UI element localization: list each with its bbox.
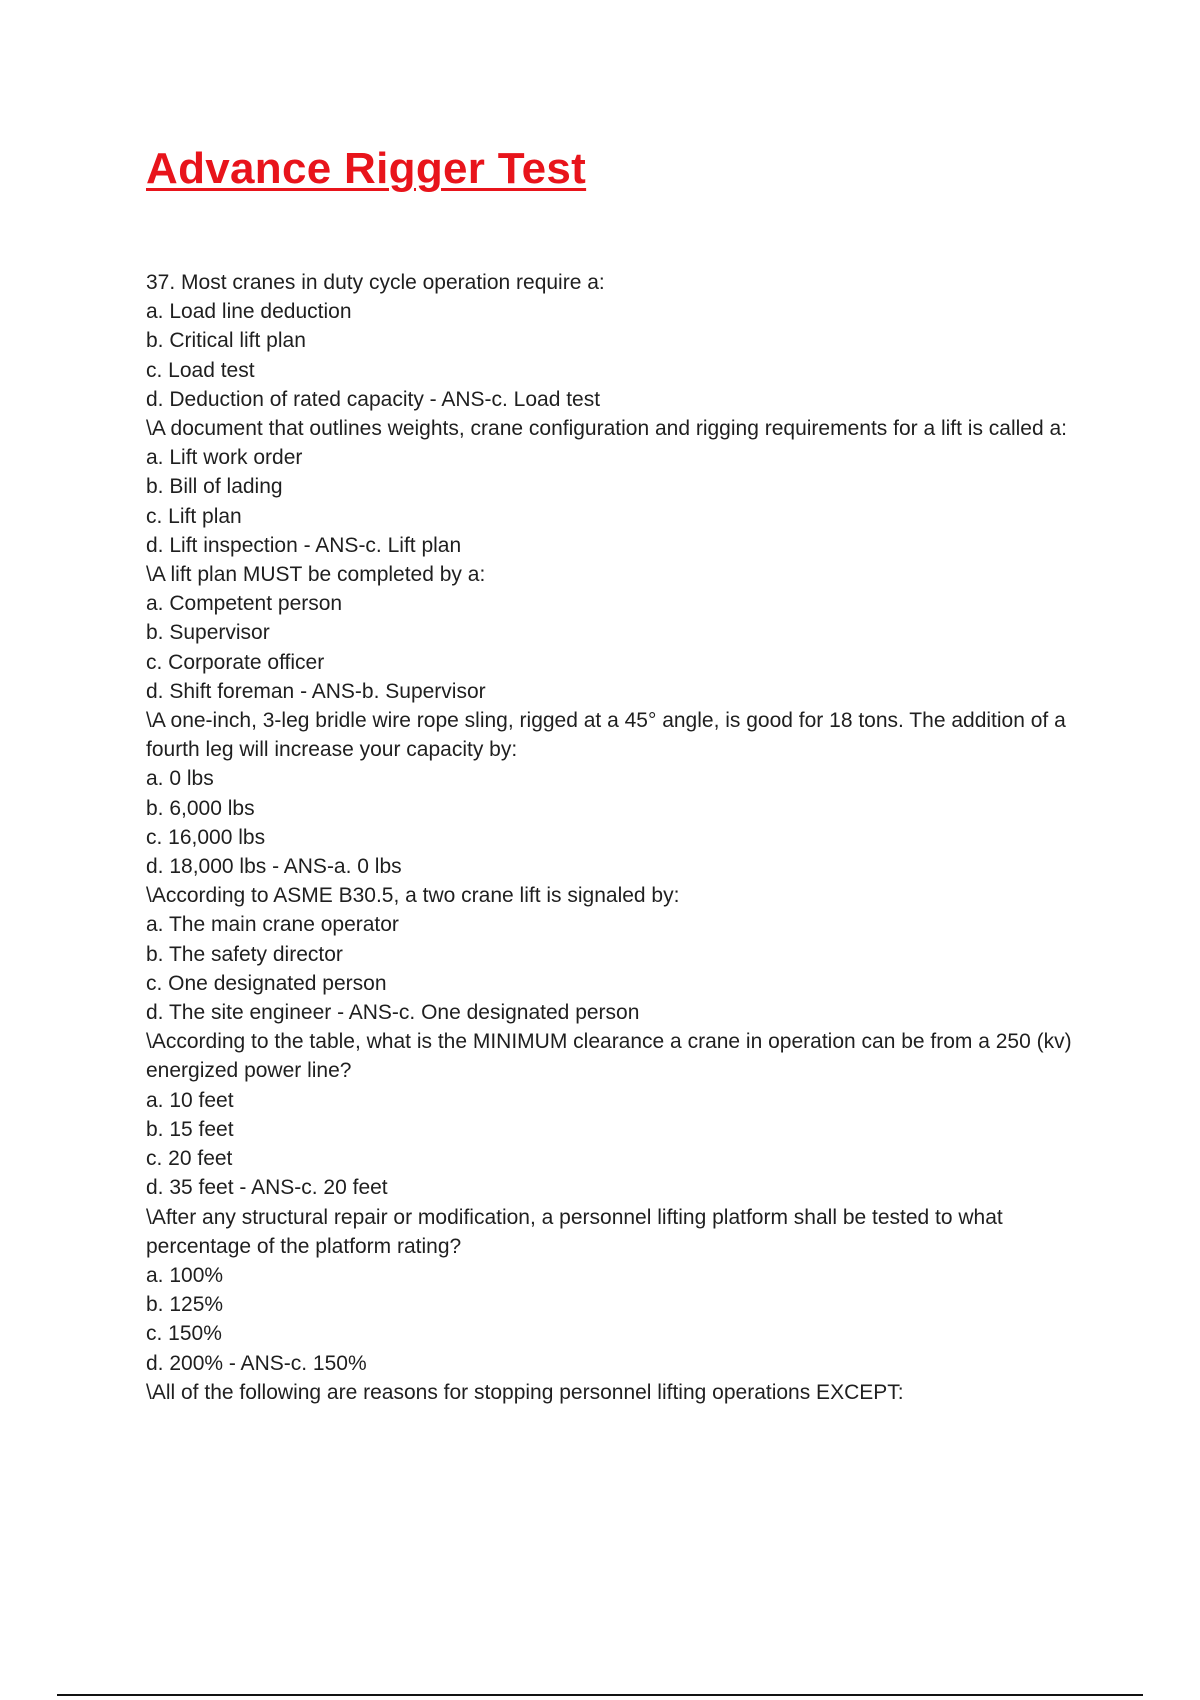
answer-option: c. Load test <box>146 358 255 382</box>
answer-option: c. Corporate officer <box>146 650 325 674</box>
answer-option-with-key: d. Lift inspection - ANS-c. Lift plan <box>146 533 462 557</box>
answer-option-with-key: d. 200% - ANS-c. 150% <box>146 1351 367 1375</box>
answer-option-with-key: d. The site engineer - ANS-c. One designated person <box>146 1001 640 1025</box>
answer-option: a. Lift work order <box>146 446 303 470</box>
answer-option-with-key: d. 18,000 lbs - ANS-a. 0 lbs <box>146 855 402 879</box>
answer-option: a. 100% <box>146 1263 224 1287</box>
answer-option: b. 15 feet <box>146 1117 234 1141</box>
answer-option-with-key: d. Shift foreman - ANS-b. Supervisor <box>146 679 486 703</box>
answer-option: c. 16,000 lbs <box>146 825 266 849</box>
answer-option: a. Competent person <box>146 592 343 616</box>
answer-option: b. Supervisor <box>146 621 270 645</box>
answer-option: a. The main crane operator <box>146 913 399 937</box>
answer-option-with-key: d. 35 feet - ANS-c. 20 feet <box>146 1176 388 1200</box>
question-line: \According to the table, what is the MINIMUM clearance a crane in operation can be from a 250 (kv) energized power line? <box>146 1030 1072 1083</box>
answer-option-with-key: d. Deduction of rated capacity - ANS-c. Load test <box>146 387 601 411</box>
question-list <box>146 268 1086 1407</box>
answer-option: b. Bill of lading <box>146 475 283 499</box>
question-line: \After any structural repair or modification, a personnel lifting platform shall be tested to what percentage of the platform rating? <box>146 1205 1003 1258</box>
answer-option: c. 150% <box>146 1322 222 1346</box>
question-line: \A document that outlines weights, crane configuration and rigging requirements for a lift is called a: <box>146 417 1068 441</box>
question-line: 37. Most cranes in duty cycle operation require a: <box>146 271 605 294</box>
answer-option: c. One designated person <box>146 971 387 995</box>
question-line: \According to ASME B30.5, a two crane lift is signaled by: <box>146 884 680 908</box>
document-title: Advance Rigger Test <box>146 144 587 193</box>
answer-option: a. 0 lbs <box>146 767 214 791</box>
answer-option: a. Load line deduction <box>146 300 352 324</box>
answer-option: b. The safety director <box>146 942 343 966</box>
page-bottom-divider <box>57 1694 1143 1696</box>
answer-option: b. 125% <box>146 1293 224 1317</box>
answer-option: c. 20 feet <box>146 1147 233 1171</box>
answer-option: b. 6,000 lbs <box>146 796 255 820</box>
answer-option: a. 10 feet <box>146 1088 234 1112</box>
question-line: \All of the following are reasons for stopping personnel lifting operations EXCEPT: <box>146 1380 904 1404</box>
question-line: \A lift plan MUST be completed by a: <box>146 563 486 587</box>
answer-option: c. Lift plan <box>146 504 242 528</box>
question-line: \A one-inch, 3-leg bridle wire rope sling, rigged at a 45° angle, is good for 18 tons. The addition of a fourth leg will increase your capacity by: <box>146 709 1066 762</box>
answer-option: b. Critical lift plan <box>146 329 306 353</box>
